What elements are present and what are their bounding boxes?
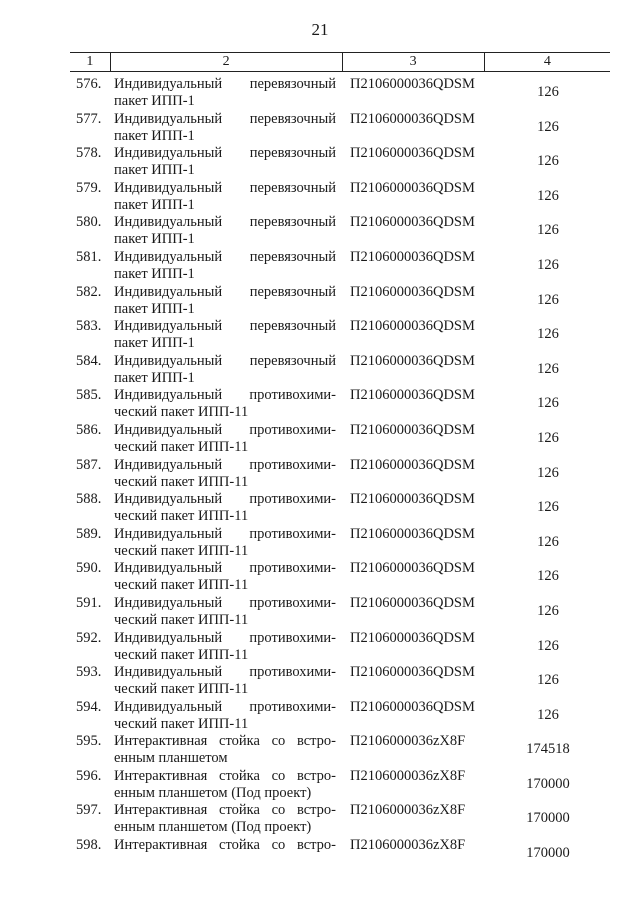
item-amount: 126 [537, 291, 559, 308]
item-code: П2106000036QDSM [350, 698, 475, 715]
item-name-line-1: Индивидуальный перевязочный [114, 179, 336, 196]
table-row [70, 833, 610, 868]
item-code: П2106000036QDSM [350, 214, 475, 231]
row-number: 591. [76, 594, 102, 611]
item-name [114, 387, 336, 421]
item-amount: 174518 [526, 741, 570, 758]
item-name-line-1: Индивидуальный противохими- [114, 387, 336, 404]
item-name-line-2: ческий пакет ИПП-11 [114, 715, 249, 732]
item-name [114, 699, 336, 733]
item-name-line-1: Индивидуальный перевязочный [114, 248, 336, 265]
item-name-line-1: Индивидуальный противохими- [114, 456, 336, 473]
item-amount: 126 [537, 84, 559, 100]
item-name [114, 353, 336, 387]
row-number: 579. [76, 179, 102, 196]
item-code: П2106000036QDSM [350, 525, 475, 542]
item-amount: 126 [537, 326, 559, 343]
table-header [70, 52, 610, 72]
row-number: 576. [76, 76, 102, 92]
item-name-line-1: Индивидуальный перевязочный [114, 110, 336, 127]
table-body [70, 72, 610, 868]
item-name-line-2: пакет ИПП-1 [114, 300, 195, 317]
row-number: 585. [76, 387, 102, 404]
item-amount: 126 [537, 222, 559, 239]
table-row [70, 245, 610, 280]
row-number: 594. [76, 698, 102, 715]
item-name-line-2: пакет ИПП-1 [114, 196, 195, 213]
item-amount: 170000 [526, 775, 570, 792]
item-amount: 126 [537, 429, 559, 446]
item-code: П2106000036QDSM [350, 283, 475, 300]
item-name-line-1: Индивидуальный противохими- [114, 629, 336, 646]
item-name-line-1: Индивидуальный перевязочный [114, 214, 336, 231]
item-code: П2106000036QDSM [350, 664, 475, 681]
item-amount: 126 [537, 499, 559, 516]
item-name-line-2: енным планшетом [114, 750, 228, 767]
table-row [70, 349, 610, 384]
item-amount: 126 [537, 706, 559, 723]
row-number: 589. [76, 525, 102, 542]
item-code: П2106000036zX8F [350, 767, 466, 784]
item-name-line-1: Индивидуальный перевязочный [114, 352, 336, 369]
item-code: П2106000036QDSM [350, 629, 475, 646]
row-number: 583. [76, 318, 102, 335]
item-name [114, 318, 336, 352]
item-code: П2106000036QDSM [350, 456, 475, 473]
item-amount: 126 [537, 360, 559, 377]
item-name-line-1: Индивидуальный противохими- [114, 698, 336, 715]
item-name [114, 802, 336, 836]
row-number: 598. [76, 837, 102, 854]
item-name-line-2: ческий пакет ИПП-11 [114, 438, 249, 455]
item-name-line-2: ческий пакет ИПП-11 [114, 646, 249, 663]
table-row [70, 280, 610, 315]
item-name-line-1: Индивидуальный противохими- [114, 491, 336, 508]
table-row [70, 418, 610, 453]
table-row [70, 141, 610, 179]
item-name [114, 837, 336, 854]
item-name [114, 595, 336, 629]
item-name-line-1: Индивидуальный перевязочный [114, 76, 336, 92]
item-amount: 126 [537, 187, 559, 204]
item-name [114, 76, 336, 110]
item-name [114, 768, 336, 802]
item-name [114, 249, 336, 283]
item-amount: 126 [537, 568, 559, 585]
item-name [114, 491, 336, 525]
header-col-3: 3 [343, 53, 485, 71]
item-name-line-1: Индивидуальный перевязочный [114, 145, 336, 162]
item-code: П2106000036QDSM [350, 560, 475, 577]
row-number: 593. [76, 664, 102, 681]
table-row [70, 314, 610, 352]
item-name-line-1: Интерактивная стойка со встро- [114, 767, 336, 784]
item-code: П2106000036QDSM [350, 76, 475, 92]
row-number: 586. [76, 421, 102, 438]
item-code: П2106000036QDSM [350, 491, 475, 508]
item-name [114, 284, 336, 318]
header-col-1: 1 [70, 53, 111, 71]
table-row [70, 729, 610, 767]
item-name-line-2: енным планшетом (Под проект) [114, 819, 312, 836]
item-amount: 170000 [526, 810, 570, 827]
item-name [114, 560, 336, 594]
item-name [114, 664, 336, 698]
table-row [70, 764, 610, 799]
item-name [114, 733, 336, 767]
table-row [70, 798, 610, 836]
item-code: П2106000036QDSM [350, 145, 475, 162]
row-number: 597. [76, 802, 102, 819]
table-row [70, 383, 610, 421]
item-name-line-2: енным планшетом (Под проект) [114, 784, 312, 801]
row-number: 588. [76, 491, 102, 508]
item-name [114, 457, 336, 491]
item-name-line-2: ческий пакет ИПП-11 [114, 681, 249, 698]
item-amount: 126 [537, 672, 559, 689]
table-row [70, 695, 610, 730]
item-amount: 126 [537, 533, 559, 550]
item-name-line-2: ческий пакет ИПП-11 [114, 404, 249, 421]
header-col-2: 2 [111, 53, 343, 71]
item-code: П2106000036QDSM [350, 179, 475, 196]
item-code: П2106000036QDSM [350, 387, 475, 404]
row-number: 592. [76, 629, 102, 646]
table-row [70, 72, 610, 107]
item-name-line-2: пакет ИПП-1 [114, 93, 195, 109]
item-name-line-2: пакет ИПП-1 [114, 265, 195, 282]
item-code: П2106000036zX8F [350, 733, 466, 750]
item-name-line-2: ческий пакет ИПП-11 [114, 611, 249, 628]
table-row [70, 176, 610, 211]
item-name [114, 630, 336, 664]
item-code: П2106000036QDSM [350, 248, 475, 265]
table-row [70, 556, 610, 594]
item-name [114, 214, 336, 248]
item-name-line-1: Интерактивная стойка со встро- [114, 837, 336, 854]
item-name-line-1: Индивидуальный противохими- [114, 421, 336, 438]
item-name-line-2: пакет ИПП-1 [114, 369, 195, 386]
table-row [70, 487, 610, 525]
table-row [70, 591, 610, 626]
item-name-line-1: Интерактивная стойка со встро- [114, 733, 336, 750]
row-number: 581. [76, 248, 102, 265]
table-row [70, 626, 610, 661]
item-code: П2106000036zX8F [350, 837, 466, 854]
item-name [114, 180, 336, 214]
table-row [70, 522, 610, 557]
item-name-line-1: Индивидуальный противохими- [114, 525, 336, 542]
item-name [114, 422, 336, 456]
row-number: 596. [76, 767, 102, 784]
item-code: П2106000036QDSM [350, 318, 475, 335]
item-code: П2106000036zX8F [350, 802, 466, 819]
item-code: П2106000036QDSM [350, 352, 475, 369]
row-number: 577. [76, 110, 102, 127]
item-amount: 126 [537, 464, 559, 481]
row-number: 582. [76, 283, 102, 300]
item-name-line-2: пакет ИПП-1 [114, 231, 195, 248]
row-number: 584. [76, 352, 102, 369]
row-number: 580. [76, 214, 102, 231]
table-row [70, 453, 610, 488]
table-row [70, 660, 610, 698]
item-amount: 126 [537, 395, 559, 412]
row-number: 578. [76, 145, 102, 162]
item-name-line-2: ческий пакет ИПП-11 [114, 508, 249, 525]
item-name-line-1: Индивидуальный перевязочный [114, 318, 336, 335]
item-name-line-2: пакет ИПП-1 [114, 335, 195, 352]
table-row [70, 210, 610, 248]
item-name-line-2: ческий пакет ИПП-11 [114, 542, 249, 559]
item-name-line-1: Индивидуальный противохими- [114, 560, 336, 577]
item-name-line-1: Индивидуальный противохими- [114, 664, 336, 681]
row-number: 590. [76, 560, 102, 577]
item-amount: 170000 [526, 845, 570, 862]
item-name-line-1: Индивидуальный противохими- [114, 594, 336, 611]
item-amount: 126 [537, 118, 559, 135]
item-name-line-2: пакет ИПП-1 [114, 162, 195, 179]
table-row [70, 107, 610, 142]
item-name [114, 111, 336, 145]
item-name [114, 526, 336, 560]
item-name-line-2: ческий пакет ИПП-11 [114, 473, 249, 490]
item-amount: 126 [537, 153, 559, 170]
item-code: П2106000036QDSM [350, 594, 475, 611]
row-number: 587. [76, 456, 102, 473]
items-table [70, 52, 610, 868]
item-amount: 126 [537, 637, 559, 654]
page-number: 21 [311, 20, 329, 39]
item-code: П2106000036QDSM [350, 421, 475, 438]
item-amount: 126 [537, 602, 559, 619]
item-amount: 126 [537, 256, 559, 273]
row-number: 595. [76, 733, 102, 750]
item-name-line-1: Индивидуальный перевязочный [114, 283, 336, 300]
header-col-4: 4 [543, 54, 551, 69]
item-name-line-1: Интерактивная стойка со встро- [114, 802, 336, 819]
item-name-line-2: пакет ИПП-1 [114, 127, 195, 144]
item-name [114, 145, 336, 179]
item-name-line-2: ческий пакет ИПП-11 [114, 577, 249, 594]
item-code: П2106000036QDSM [350, 110, 475, 127]
